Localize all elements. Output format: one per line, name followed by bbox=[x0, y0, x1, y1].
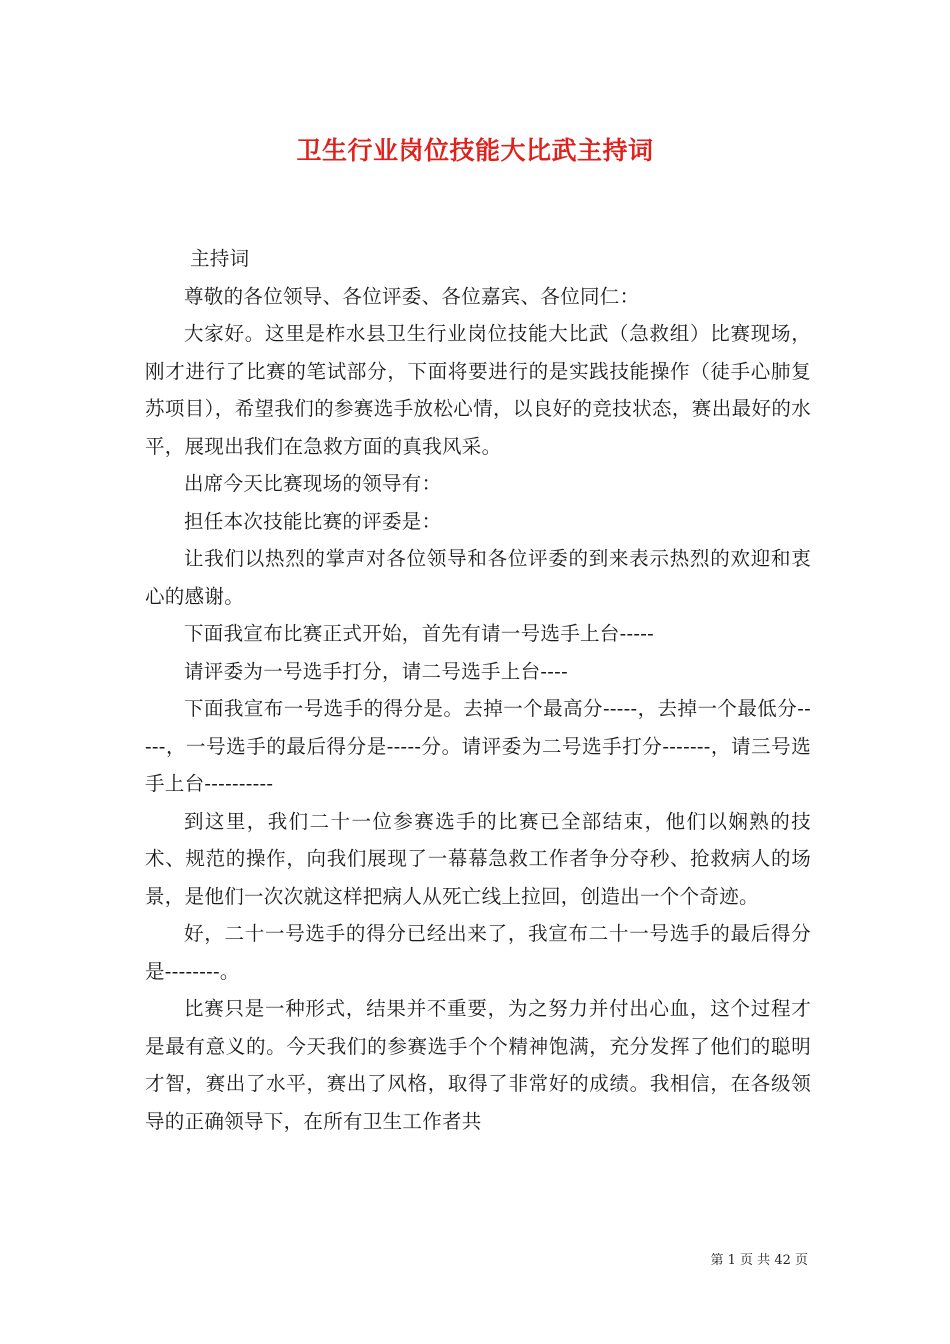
paragraph-judges: 担任本次技能比赛的评委是： bbox=[184, 509, 442, 533]
paragraph-start: 下面我宣布比赛正式开始，首先有请一号选手上台----- bbox=[184, 622, 655, 645]
paragraph-score-announce: 下面我宣布一号选手的得分是。去掉一个最高分-----，去掉一个最低分-----，一号选手的最后得分是-----分。请评委为二号选手打分-------，请三号选手上台---------- bbox=[145, 697, 811, 795]
paragraph-score-request: 请评委为一号选手打分，请二号选手上台---- bbox=[184, 659, 568, 683]
paragraph-final-score: 好，二十一号选手的得分已经出来了，我宣布二十一号选手的最后得分是--------。 bbox=[145, 922, 811, 983]
paragraph-salutation: 尊敬的各位领导、各位评委、各位嘉宾、各位同仁： bbox=[184, 284, 640, 308]
paragraph-welcome: 让我们以热烈的掌声对各位领导和各位评委的到来表示热烈的欢迎和衷心的感谢。 bbox=[145, 547, 811, 608]
page-number: 第 1 页 共 42 页 bbox=[710, 1253, 808, 1268]
paragraph-closing: 比赛只是一种形式，结果并不重要，为之努力并付出心血，这个过程才是最有意义的。今天我们的参赛选手个个精神饱满，充分发挥了他们的聪明才智，赛出了水平，赛出了风格，取得了非常好的成绩。我相信，在各级领导的正确领导下，在所有卫生工作者共 bbox=[145, 997, 811, 1133]
paragraph-greeting: 大家好。这里是柞水县卫生行业岗位技能大比武（急救组）比赛现场，刚才进行了比赛的笔试部分，下面将要进行的是实践技能操作（徒手心肺复苏项目），希望我们的参赛选手放松心情，以良好的竞技状态，赛出最好的水平，展现出我们在急救方面的真我风采。 bbox=[145, 322, 811, 458]
paragraph-summary: 到这里，我们二十一位参赛选手的比赛已全部结束，他们以娴熟的技术、规范的操作，向我们展现了一幕幕急救工作者争分夺秒、抢救病人的场景，是他们一次次就这样把病人从死亡线上拉回，创造出一个个奇迹。 bbox=[145, 809, 811, 908]
paragraph-heading: 主持词 bbox=[190, 247, 250, 270]
paragraph-leaders: 出席今天比赛现场的领导有： bbox=[184, 472, 442, 495]
document-title: 卫生行业岗位技能大比武主持词 bbox=[296, 136, 654, 165]
document-body bbox=[145, 240, 811, 1140]
